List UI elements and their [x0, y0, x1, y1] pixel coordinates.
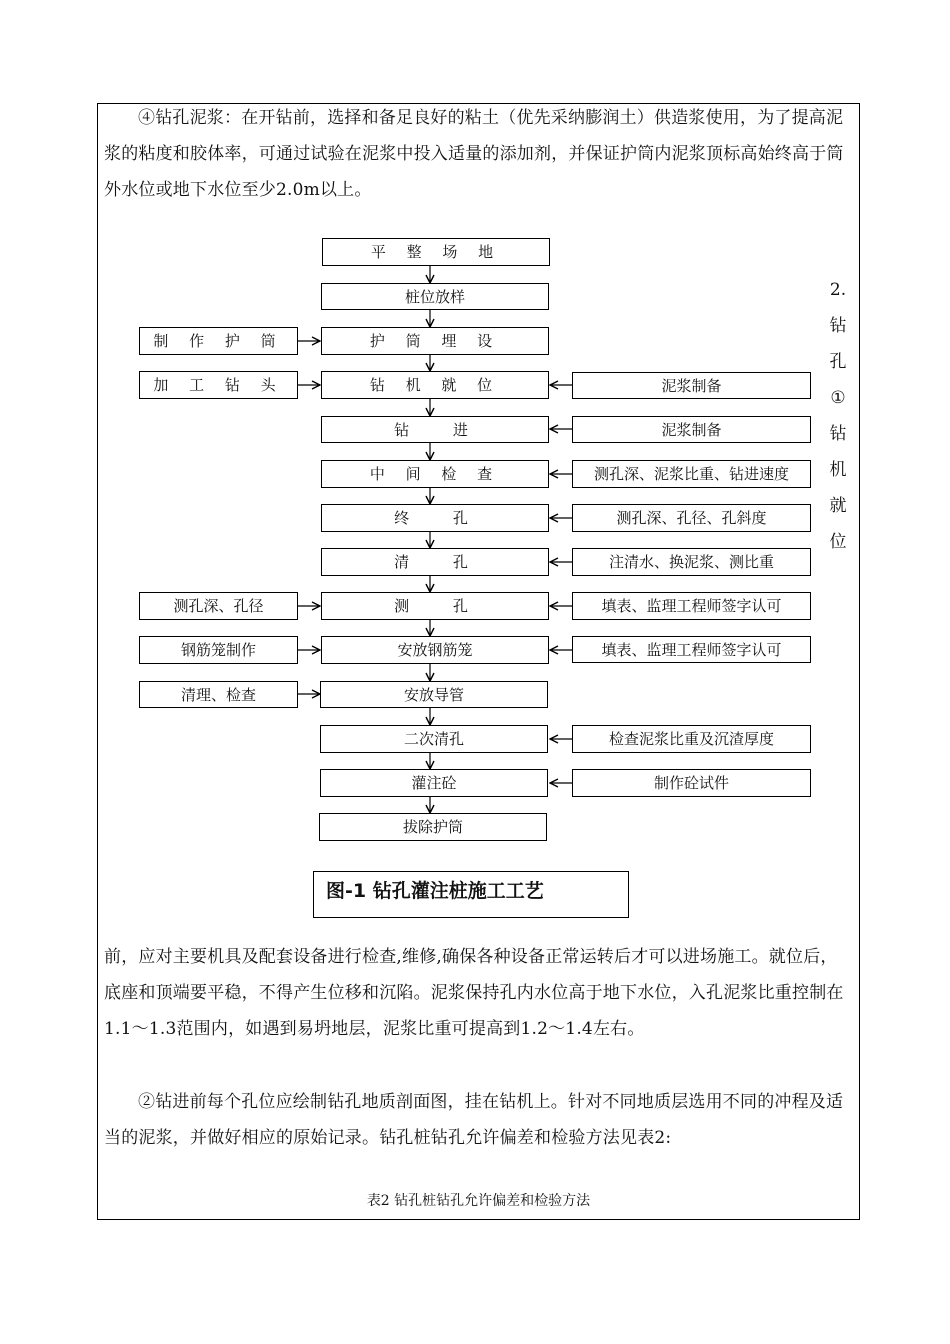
flow-step-pour-concrete: 灌注砼 — [320, 769, 548, 797]
flow-step-rig-positioning: 钻 机 就 位 — [321, 371, 549, 399]
flow-step-level-site: 平 整 场 地 — [322, 238, 550, 266]
flow-left-measure-depth-diameter: 测孔深、孔径 — [139, 592, 298, 620]
flow-right-cleaning-actions: 注清水、换泥浆、测比重 — [572, 548, 811, 576]
flow-right-final-measurements: 测孔深、孔径、孔斜度 — [572, 504, 811, 532]
flow-right-supervisor-approval: 填表、监理工程师签字认可 — [572, 636, 811, 663]
flow-step-hole-cleaning: 清 孔 — [321, 548, 549, 576]
flow-right-mud-preparation: 泥浆制备 — [572, 416, 811, 443]
paragraph-drilling-records: ②钻进前每个孔位应绘制钻孔地质剖面图，挂在钻机上。针对不同地质层选用不同的冲程及适当的泥浆，并做好相应的原始记录。钻孔桩钻孔允许偏差和检验方法见表2: — [104, 1092, 844, 1148]
flow-left-make-drill-bit: 加 工 钻 头 — [139, 371, 298, 399]
flow-left-clean-inspect: 清理、检查 — [139, 681, 298, 708]
flow-step-midway-inspection: 中 间 检 查 — [321, 460, 549, 488]
flow-step-second-cleaning: 二次清孔 — [320, 725, 548, 753]
flow-left-rebar-cage-fabrication: 钢筋笼制作 — [139, 636, 298, 664]
side-heading-char: 机 — [829, 460, 847, 480]
flow-step-final-hole: 终 孔 — [321, 504, 549, 532]
side-heading-char: 孔 — [829, 352, 847, 372]
flow-right-supervisor-approval: 填表、监理工程师签字认可 — [572, 592, 811, 620]
flow-step-bury-casing: 护 筒 埋 设 — [321, 327, 549, 355]
side-heading-char: ① — [830, 388, 846, 408]
side-heading-char: 2. — [829, 280, 847, 300]
side-heading-char: 钻 — [829, 424, 847, 444]
flow-right-check-mud-sediment: 检查泥浆比重及沉渣厚度 — [572, 725, 811, 753]
flow-step-remove-casing: 拔除护筒 — [319, 813, 547, 841]
flow-step-pile-layout: 桩位放样 — [321, 283, 549, 310]
flow-right-mud-preparation: 泥浆制备 — [572, 372, 811, 399]
table-title: 表2 钻孔桩钻孔允许偏差和检验方法 — [366, 1193, 591, 1209]
figure-caption: 图-1 钻孔灌注桩施工工艺 — [313, 871, 629, 918]
flow-step-place-rebar-cage: 安放钢筋笼 — [321, 636, 549, 664]
side-heading-char: 位 — [829, 532, 847, 552]
flow-right-concrete-specimens: 制作砼试件 — [572, 769, 811, 797]
flow-step-hole-survey: 测 孔 — [321, 592, 549, 620]
flow-right-midway-measurements: 测孔深、泥浆比重、钻进速度 — [572, 460, 811, 488]
flow-step-drilling: 钻 进 — [321, 416, 549, 443]
side-heading-char: 钻 — [829, 316, 847, 336]
flow-step-place-tremie: 安放导管 — [320, 681, 548, 708]
flow-left-make-casing: 制 作 护 筒 — [139, 327, 298, 355]
side-heading-char: 就 — [829, 496, 847, 516]
paragraph-rig-positioning: 前，应对主要机具及配套设备进行检查,维修,确保各种设备正常运转后才可以进场施工。就位后，底座和顶端要平稳，不得产生位移和沉陷。泥浆保持孔内水位高于地下水位，入孔泥浆比重控制在1.1～1.3范围内，如遇到易坍地层，泥浆比重可提高到1.2～1.4左右。 — [104, 947, 844, 1039]
paragraph-drilling-mud: ④钻孔泥浆：在开钻前，选择和备足良好的粘土（优先采纳膨润土）供造浆使用，为了提高泥浆的粘度和胶体率，可通过试验在泥浆中投入适量的添加剂，并保证护筒内泥浆顶标高始终高于筒外水位或地下水位至少2.0m以上。 — [104, 108, 844, 200]
